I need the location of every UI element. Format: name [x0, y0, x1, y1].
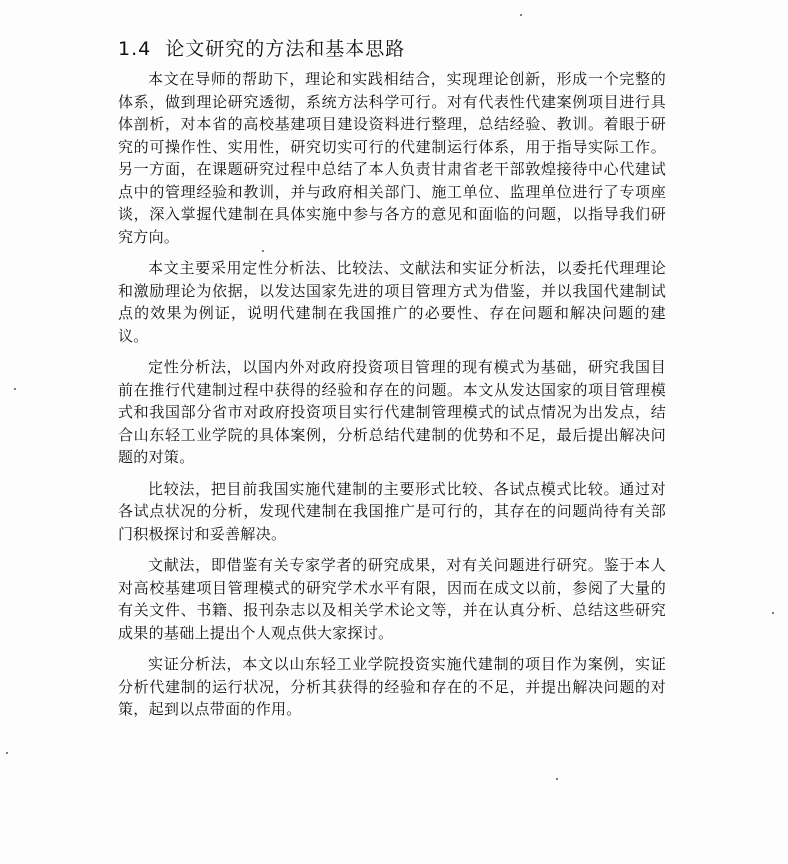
paragraph-4: 比较法，把目前我国实施代建制的主要形式比较、各试点模式比较。通过对各试点状况的分析，发现代建制在我国推广是可行的，其存在的问题尚待有关部门积极探讨和妥善解决。 — [118, 479, 666, 543]
paragraph-3: 定性分析法，以国内外对政府投资项目管理的现有模式为基础，研究我国目前在推行代建制过程中获得的经验和存在的问题。本文从发达国家的项目管理模式和我国部分省市对政府投资项目实行代建制管理模式的试点情况为出发点，结合山东轻工业学院的具体案例，分析总结代建制的优势和不足，最后提出解决问题的对策。 — [118, 358, 666, 466]
paragraph-1: 本文在导师的帮助下，理论和实践相结合，实现理论创新，形成一个完整的体系，做到理论研究透彻，系统方法科学可行。对有代表性代建案例项目进行具体剖析，对本省的高校基建项目建设资料进行整理，总结经验、教训。着眼于研究的可操作性、实用性，研究切实可行的代建制运行体系，用于指导实际工作。另一方面，在课题研究过程中总结了本人负责甘肃省老干部敦煌接待中心代建试点中的管理经验和教训，并与政府相关部门、施工单位、监理单位进行了专项座谈，深入掌握代建制在具体实施中参与各方的意见和面临的问题，以指导我们研究方向。 — [118, 70, 666, 246]
scan-speck — [6, 752, 8, 754]
scan-speck — [520, 14, 522, 16]
scan-speck — [772, 612, 774, 614]
section-number: 1.4 — [118, 38, 152, 60]
section-heading — [118, 34, 405, 61]
paragraph-2: 本文主要采用定性分析法、比较法、文献法和实证分析法，以委托代理理论和激励理论为依据，以发达国家先进的项目管理方式为借鉴，并以我国代建制试点的效果为例证，说明代建制在我国推广的必要性、存在问题和解决问题的建议。 — [118, 259, 666, 345]
scan-speck — [262, 250, 264, 252]
section-title: 论文研究的方法和基本思路 — [165, 38, 406, 60]
scan-speck — [14, 388, 16, 390]
scan-speck — [556, 778, 558, 780]
paragraph-5: 文献法，即借鉴有关专家学者的研究成果，对有关问题进行研究。鉴于本人对高校基建项目管理模式的研究学术水平有限，因而在成文以前，参阅了大量的有关文件、书籍、报刊杂志以及相关学术论文等，并在认真分析、总结这些研究成果的基础上提出个人观点供大家探讨。 — [118, 556, 666, 642]
paragraph-6: 实证分析法，本文以山东轻工业学院投资实施代建制的项目作为案例，实证分析代建制的运行状况，分析其获得的经验和存在的不足，并提出解决问题的对策，起到以点带面的作用。 — [118, 655, 666, 718]
body-text — [118, 68, 666, 730]
